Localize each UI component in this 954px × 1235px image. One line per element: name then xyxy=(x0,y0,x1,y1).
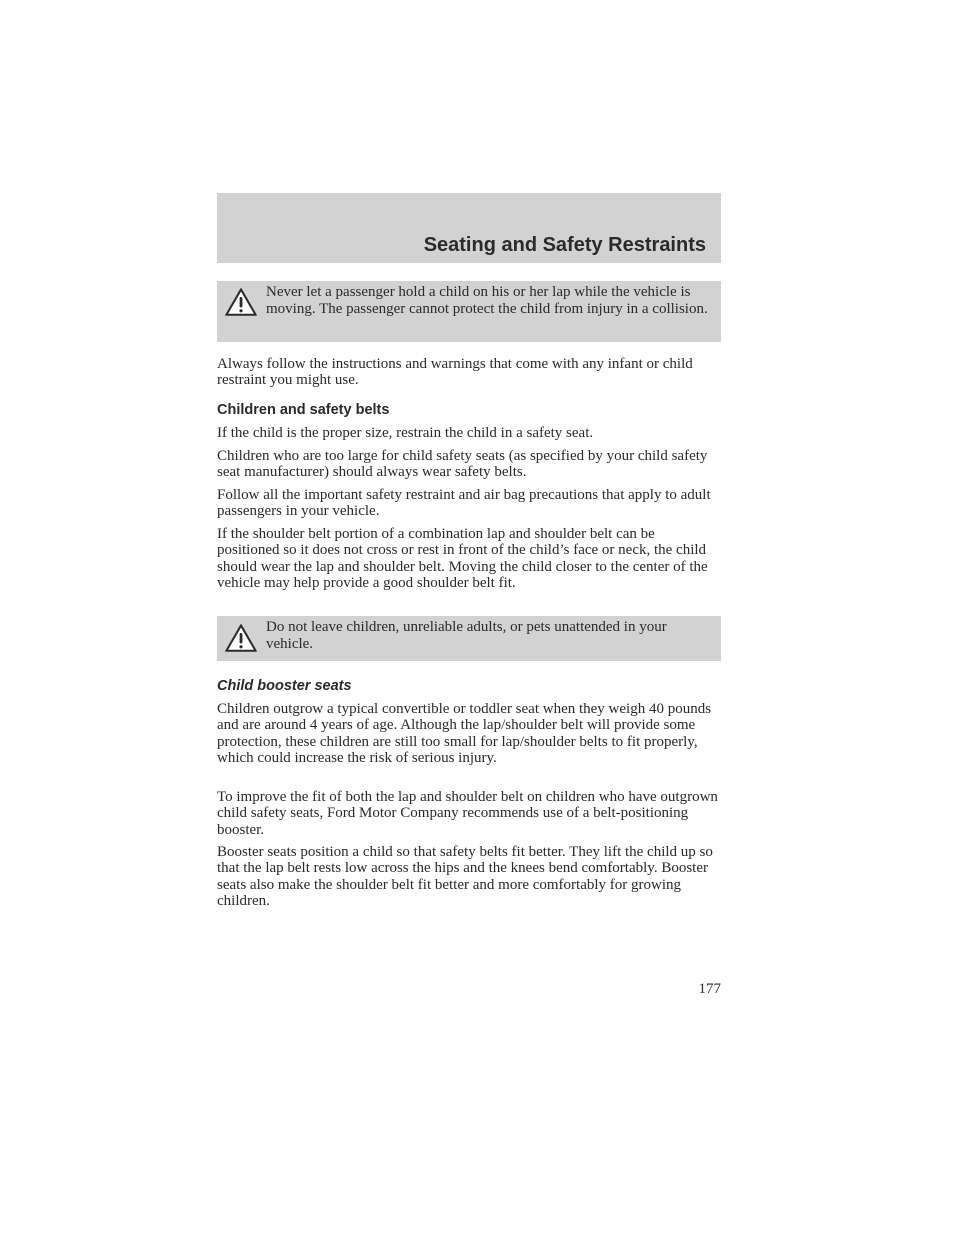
warning-box xyxy=(217,281,721,342)
section-heading: Child booster seats xyxy=(217,678,352,694)
paragraph: If the child is the proper size, restrain the child in a safety seat. xyxy=(217,425,594,441)
warning-triangle-icon xyxy=(224,623,258,653)
warning-box xyxy=(217,616,721,661)
warning-triangle-icon xyxy=(224,287,258,317)
paragraph: Children outgrow a typical convertible or toddler seat when they weigh 40 pounds and are around 4 years of age. Although the lap/shoulder belt will provide some protection, these children are still too small for lap/shoulder belts to fit properly, which could increase the risk of serious injury. xyxy=(217,701,712,766)
page-number: 177 xyxy=(698,981,721,997)
page-title: Seating and Safety Restraints xyxy=(423,234,706,256)
section-header xyxy=(217,193,721,263)
warning-text: Do not leave children, unreliable adults, or pets unattended in your vehicle. xyxy=(266,619,667,652)
warning-text: Never let a passenger hold a child on his or her lap while the vehicle is moving. The passenger cannot protect the child from injury in a collision. xyxy=(266,284,708,317)
paragraph: Follow all the important safety restraint and air bag precautions that apply to adult passengers in your vehicle. xyxy=(217,487,711,520)
paragraph: Children who are too large for child safety seats (as specified by your child safety seat manufacturer) should always wear safety belts. xyxy=(217,448,708,481)
paragraph: To improve the fit of both the lap and shoulder belt on children who have outgrown child safety seats, Ford Motor Company recommends use of a belt-positioning booster. xyxy=(217,789,718,838)
intro-paragraph: Always follow the instructions and warnings that come with any infant or child restraint you might use. xyxy=(217,356,693,389)
paragraph: If the shoulder belt portion of a combination lap and shoulder belt can be positioned so it does not cross or rest in front of the child’s face or neck, the child should wear the lap and shoulder belt. Moving the child closer to the center of the vehicle may help provide a good shoulder belt fit. xyxy=(217,526,708,591)
section-heading: Children and safety belts xyxy=(217,402,390,418)
paragraph: Booster seats position a child so that safety belts fit better. They lift the child up so that the lap belt rests low across the hips and the knees bend comfortably. Booster seats also make the shoulder belt fit better and more comfortably for growing children. xyxy=(217,844,713,909)
